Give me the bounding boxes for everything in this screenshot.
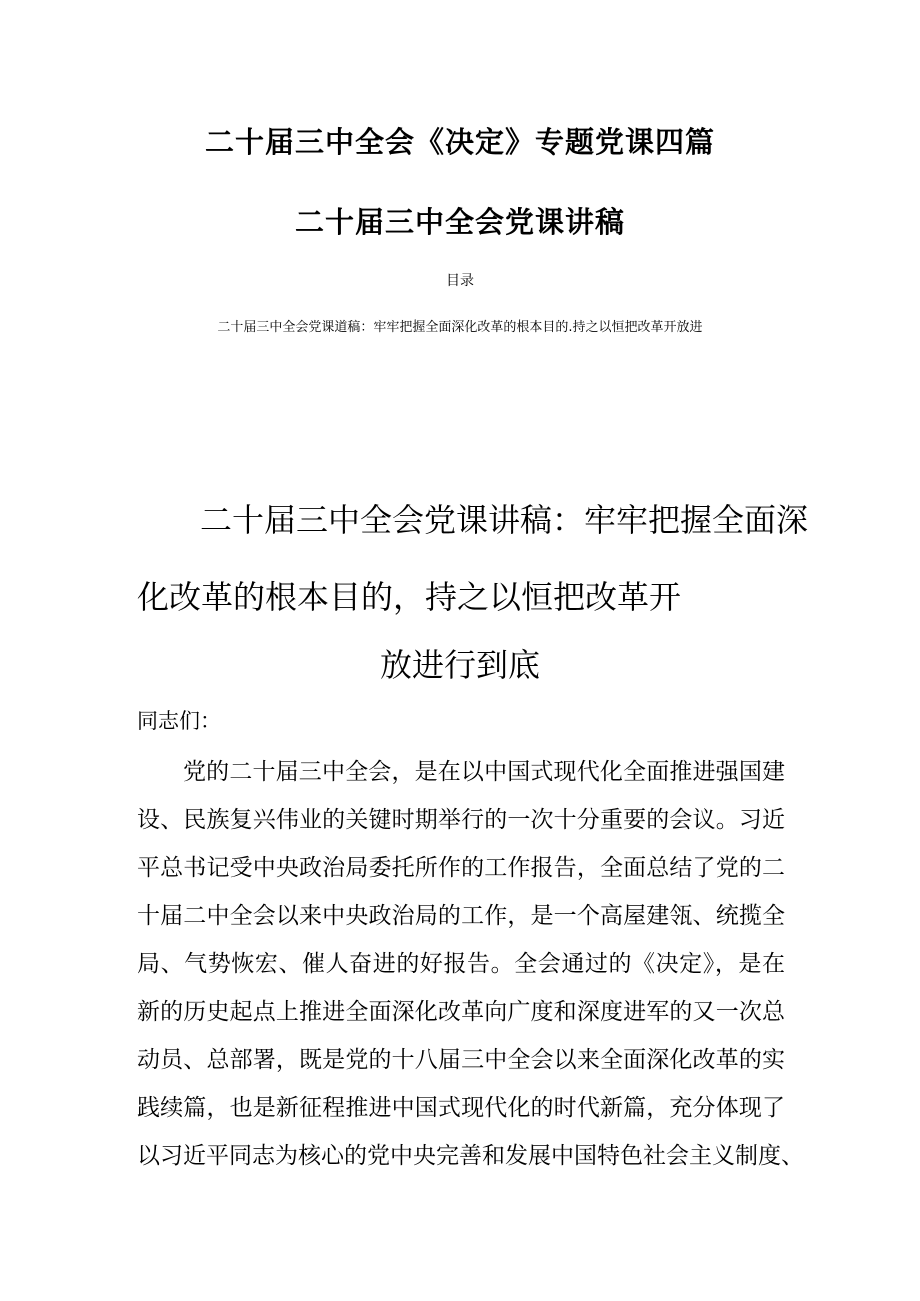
document-title: 二十届三中全会《决定》专题党课四篇 bbox=[204, 125, 715, 159]
section-heading-line: 放进行到底 bbox=[379, 646, 540, 684]
paragraph-line: 践续篇，也是新征程推进中国式现代化的时代新篇，充分体现了 bbox=[137, 1095, 785, 1121]
document-subtitle: 二十届三中全会党课讲稿 bbox=[294, 205, 625, 239]
toc-heading: 目录 bbox=[446, 273, 474, 289]
paragraph-line: 十届二中全会以来中央政治局的工作，是一个高屋建瓴、统揽全 bbox=[137, 903, 785, 929]
paragraph-line: 党的二十届三中全会，是在以中国式现代化全面推进强国建 bbox=[183, 759, 785, 785]
paragraph-line: 设、民族复兴伟业的关键时期举行的一次十分重要的会议。习近 bbox=[137, 807, 785, 833]
paragraph-line: 以习近平同志为核心的党中央完善和发展中国特色社会主义制度、 bbox=[137, 1143, 804, 1169]
paragraph-line: 局、气势恢宏、催人奋进的好报告。全会通过的《决定》，是在 bbox=[137, 951, 785, 977]
paragraph-line: 平总书记受中央政治局委托所作的工作报告，全面总结了党的二 bbox=[137, 855, 785, 881]
paragraph-line: 新的历史起点上推进全面深化改革向广度和深度进军的又一次总 bbox=[137, 999, 785, 1025]
section-heading-line: 二十届三中全会党课讲稿：牢牢把握全面深 bbox=[200, 501, 809, 539]
toc-entry[interactable]: 二十届三中全会党课道稿：牢牢把握全面深化改革的根本目的.持之以恒把改革开放进 bbox=[217, 320, 703, 335]
paragraph-line: 动员、总部署，既是党的十八届三中全会以来全面深化改革的实 bbox=[137, 1047, 785, 1073]
section-heading-line: 化改革的根本目的，持之以恒把改革开 bbox=[137, 578, 682, 616]
salutation: 同志们： bbox=[137, 709, 221, 733]
